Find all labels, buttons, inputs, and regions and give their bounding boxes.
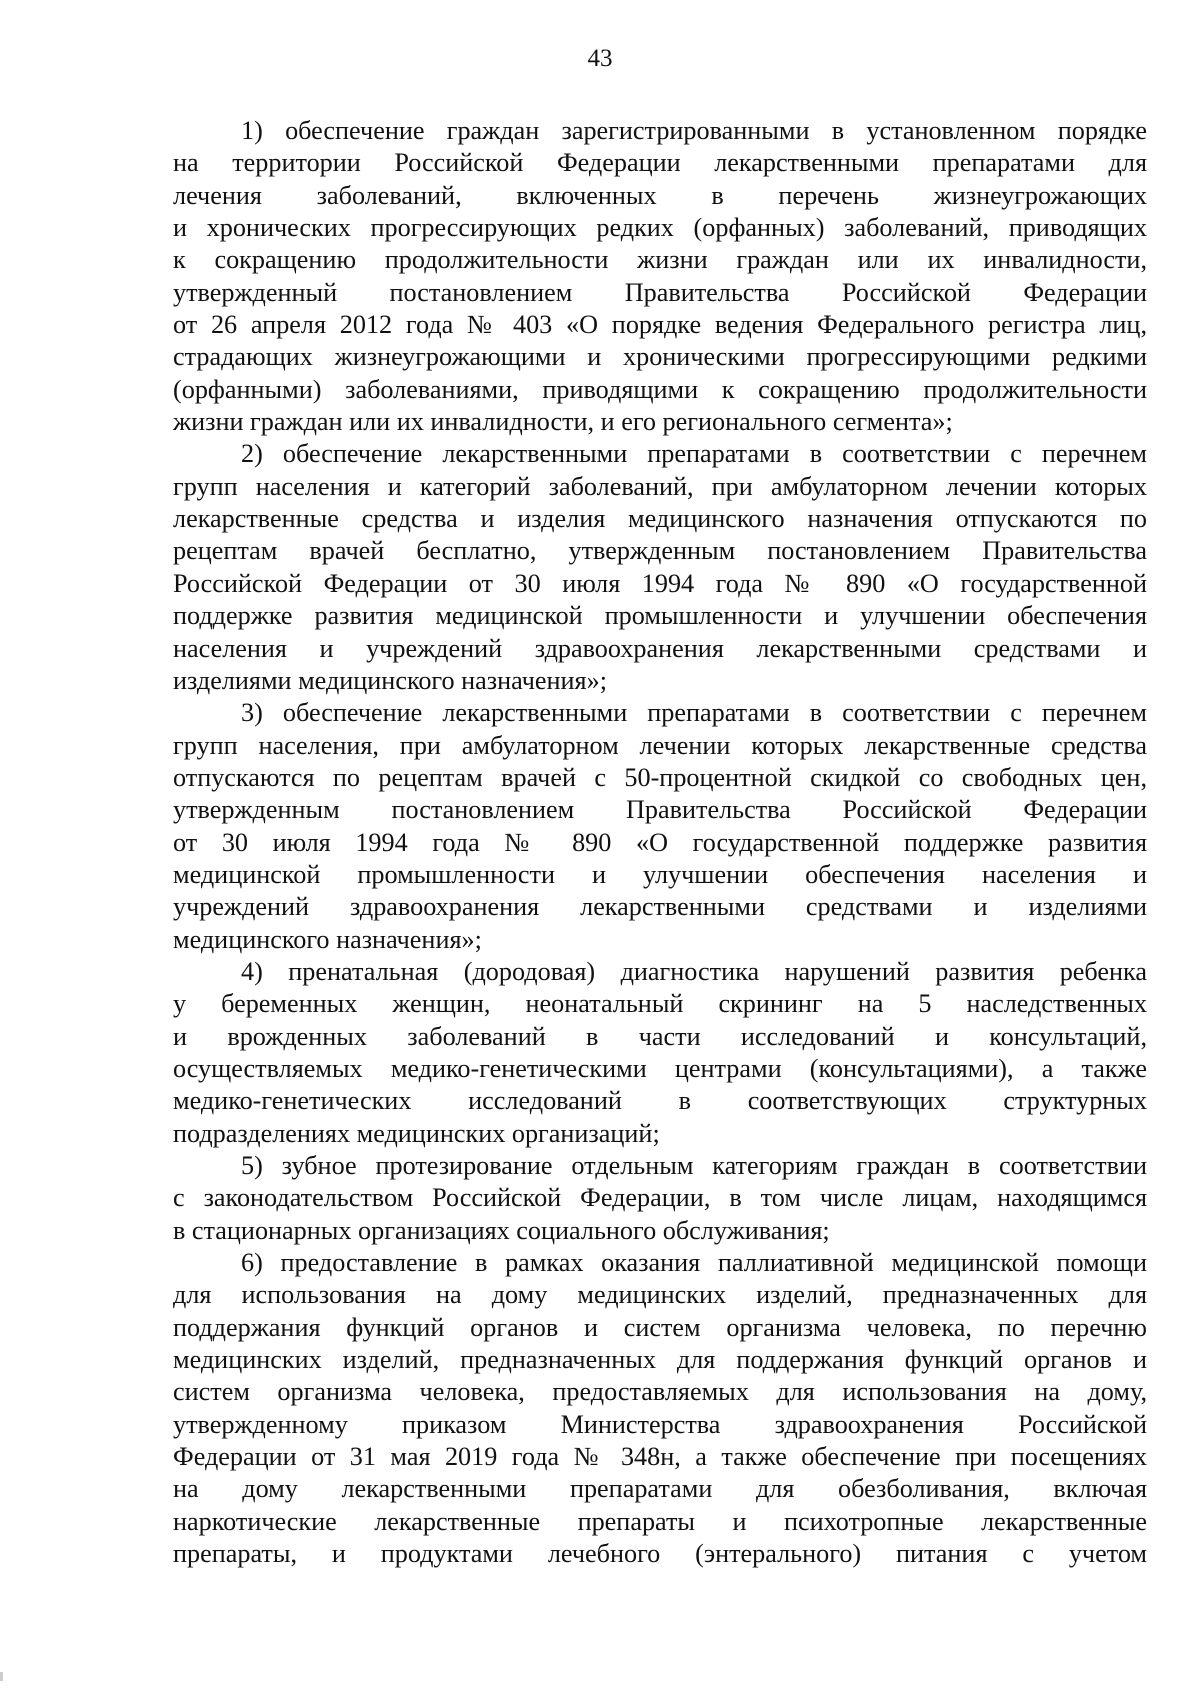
text-line: медицинских изделий, предназначенных для поддержания функций органов и: [173, 1345, 1147, 1375]
text-line: страдающих жизнеугрожающими и хроническими прогрессирующими редкими: [173, 342, 1147, 372]
text-line: подразделениях медицинских организаций;: [173, 1118, 660, 1148]
text-line: рецептам врачей бесплатно, утвержденным постановлением Правительства: [173, 536, 1147, 566]
text-line: Российской Федерации от 30 июля 1994 года № 890 «О государственной: [173, 568, 1147, 598]
text-line: 1) обеспечение граждан зарегистрированными в установленном порядке: [241, 116, 1147, 145]
text-line: (орфанными) заболеваниями, приводящими к сокращению продолжительности: [173, 374, 1147, 404]
text-line: групп населения, при амбулаторном лечении которых лекарственные средства: [173, 730, 1147, 760]
text-line: 3) обеспечение лекарственными препаратами в соответствии с перечнем: [241, 698, 1147, 728]
document-body: [173, 115, 1147, 1570]
text-line: к сокращению продолжительности жизни граждан или их инвалидности,: [173, 245, 1147, 275]
text-line: препараты, и продуктами лечебного (энтерального) питания с учетом: [173, 1539, 1147, 1569]
paragraph-4: [173, 956, 1147, 1150]
page-number: 43: [587, 45, 613, 72]
text-line: от 26 апреля 2012 года № 403 «О порядке ведения Федерального регистра лиц,: [173, 310, 1147, 340]
paragraph-3: [173, 697, 1147, 956]
text-line: медико-генетических исследований в соответствующих структурных: [173, 1086, 1147, 1116]
text-line: поддержания функций органов и систем организма человека, по перечню: [173, 1312, 1147, 1342]
text-line: систем организма человека, предоставляемых для использования на дому,: [173, 1377, 1147, 1407]
text-line: утвержденному приказом Министерства здравоохранения Российской: [173, 1409, 1147, 1439]
text-line: 4) пренатальная (дородовая) диагностика нарушений развития ребенка: [241, 956, 1147, 986]
text-line: Федерации от 31 мая 2019 года № 348н, а также обеспечение при посещениях: [173, 1442, 1147, 1472]
text-line: и врожденных заболеваний в части исследований и консультаций,: [173, 1021, 1147, 1051]
text-line: населения и учреждений здравоохранения лекарственными средствами и: [173, 633, 1147, 663]
text-line: утвержденным постановлением Правительства Российской Федерации: [173, 795, 1147, 825]
text-line: отпускаются по рецептам врачей с 50-процентной скидкой со свободных цен,: [173, 762, 1147, 792]
text-line: поддержке развития медицинской промышленности и улучшении обеспечения: [173, 601, 1147, 631]
text-line: и хронических прогрессирующих редких (орфанных) заболеваний, приводящих: [173, 213, 1147, 243]
text-line: лечения заболеваний, включенных в перечень жизнеугрожающих: [173, 180, 1147, 210]
text-line: от 30 июля 1994 года № 890 «О государственной поддержке развития: [173, 827, 1147, 857]
text-line: на дому лекарственными препаратами для обезболивания, включая: [173, 1474, 1147, 1504]
paragraph-1: [173, 115, 1147, 438]
text-line: 5) зубное протезирование отдельным категориям граждан в соответствии: [241, 1151, 1147, 1180]
paragraph-6: [173, 1247, 1147, 1570]
text-line: с законодательством Российской Федерации, в том числе лицам, находящимся: [173, 1183, 1147, 1213]
text-line: учреждений здравоохранения лекарственными средствами и изделиями: [173, 892, 1147, 922]
text-line: у беременных женщин, неонатальный скрининг на 5 наследственных: [173, 989, 1147, 1019]
text-line: медицинского назначения»;: [173, 924, 482, 954]
text-line: жизни граждан или их инвалидности, и его регионального сегмента»;: [173, 407, 953, 437]
paragraph-2: [173, 438, 1147, 697]
text-line: на территории Российской Федерации лекарственными препаратами для: [173, 148, 1147, 178]
text-line: 2) обеспечение лекарственными препаратами в соответствии с перечнем: [241, 439, 1147, 469]
text-line: осуществляемых медико-генетическими центрами (консультациями), а также: [173, 1053, 1147, 1083]
text-line: медицинской промышленности и улучшении обеспечения населения и: [173, 859, 1147, 889]
text-line: групп населения и категорий заболеваний, при амбулаторном лечении которых: [173, 471, 1147, 501]
text-line: для использования на дому медицинских изделий, предназначенных для: [173, 1280, 1147, 1310]
text-line: лекарственные средства и изделия медицинского назначения отпускаются по: [173, 504, 1147, 534]
text-line: в стационарных организациях социального обслуживания;: [173, 1215, 830, 1245]
paragraph-5: [173, 1150, 1147, 1247]
text-line: изделиями медицинского назначения»;: [173, 665, 607, 695]
scan-edge-mark: [0, 1672, 3, 1681]
text-line: 6) предоставление в рамках оказания паллиативной медицинской помощи: [241, 1248, 1147, 1278]
text-line: утвержденный постановлением Правительства Российской Федерации: [173, 277, 1147, 307]
text-line: наркотические лекарственные препараты и психотропные лекарственные: [173, 1506, 1147, 1536]
